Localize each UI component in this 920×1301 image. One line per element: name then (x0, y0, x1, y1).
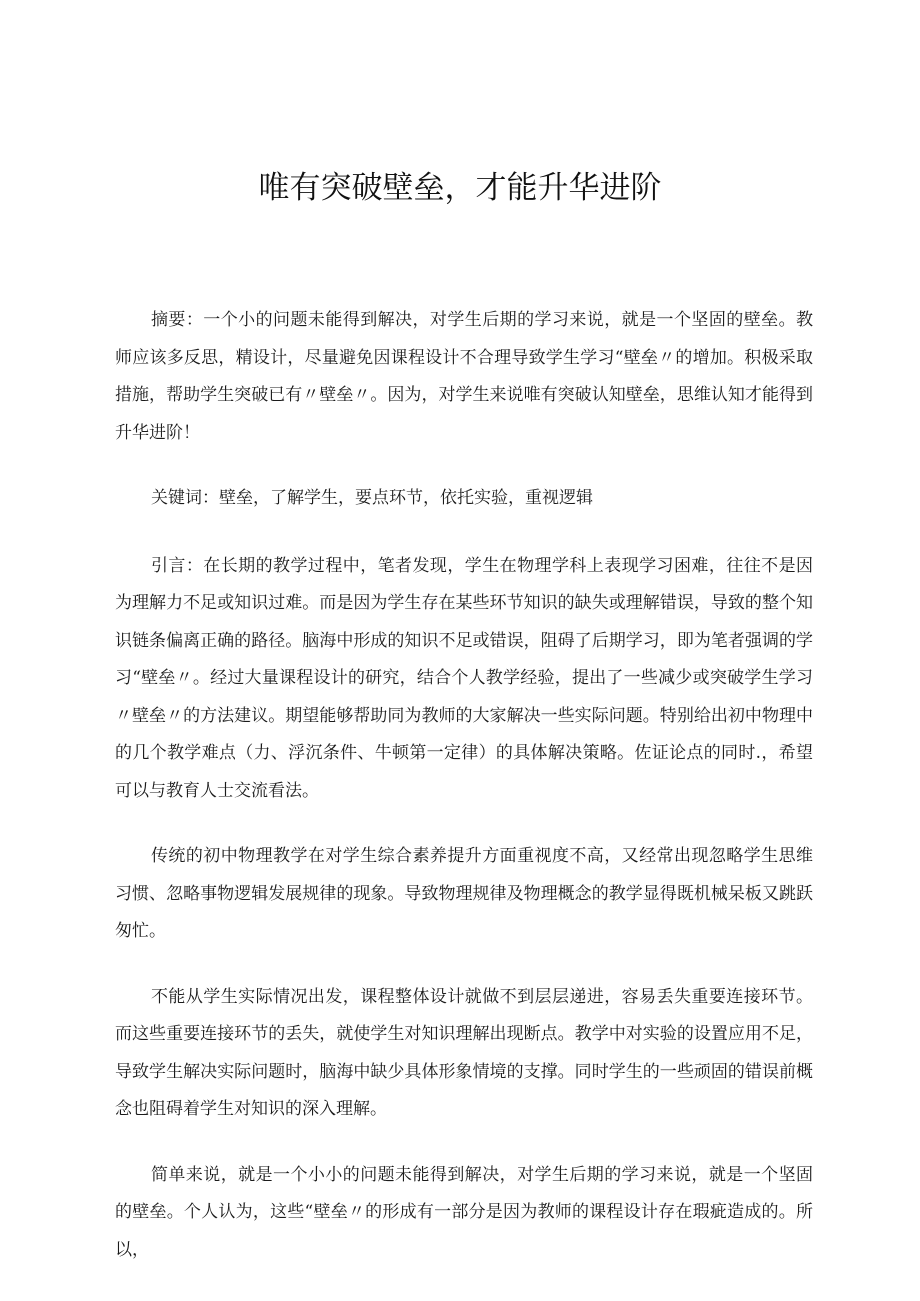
keywords-paragraph: 关键词：壁垒，了解学生，要点环节，依托实验，重视逻辑 (151, 488, 593, 508)
body-paragraph: 不能从学生实际情况出发，课程整体设计就做不到层层递进，容易丢失重要连接环节。而这些重要连接环节的丢失，就使学生对知识理解出现断点。教学中对实验的设置应用不足，导致学生解决实际问题时，脑海中缺少具体形象情境的支撑。同时学生的一些顽固的错误前概念也阻碍着学生对知识的深入理解。 (115, 986, 813, 1119)
body-paragraph: 传统的初中物理教学在对学生综合素养提升方面重视度不高，又经常出现忽略学生思维习惯、忽略事物逻辑发展规律的现象。导致物理规律及物理概念的教学显得既机械呆板又跳跃匆忙。 (115, 846, 813, 941)
document-body (115, 302, 813, 1297)
abstract-paragraph: 摘要：一个小的问题未能得到解决，对学生后期的学习来说，就是一个坚固的壁垒。教师应该多反思，精设计，尽量避免因课程设计不合理导致学生学习“壁垒〃的增加。积极采取措施，帮助学生突破已有〃壁垒〃。因为，对学生来说唯有突破认知壁垒，思维认知才能得到升华进阶！ (115, 310, 813, 443)
body-paragraph: 简单来说，就是一个小小的问题未能得到解决，对学生后期的学习来说，就是一个坚固的壁垒。个人认为，这些“壁垒〃的形成有一部分是因为教师的课程设计存在瑕疵造成的。所以， (115, 1164, 813, 1260)
document-title: 唯有突破壁垒，才能升华进阶 (258, 170, 662, 206)
introduction-paragraph: 引言：在长期的教学过程中，笔者发现，学生在物理学科上表现学习困难，往往不是因为理解力不足或知识过难。而是因为学生存在某些环节知识的缺失或理解错误，导致的整个知识链条偏离正确的路径。脑海中形成的知识不足或错误，阻碍了后期学习，即为笔者强调的学习“壁垒〃。经过大量课程设计的研究，结合个人教学经验，提出了一些减少或突破学生学习〃壁垒〃的方法建议。期望能够帮助同为教师的大家解决一些实际问题。特别给出初中物理中的几个教学难点（力、浮沉条件、牛顿第一定律）的具体解决策略。佐证论点的同时.，希望可以与教育人士交流看法。 (115, 555, 813, 801)
